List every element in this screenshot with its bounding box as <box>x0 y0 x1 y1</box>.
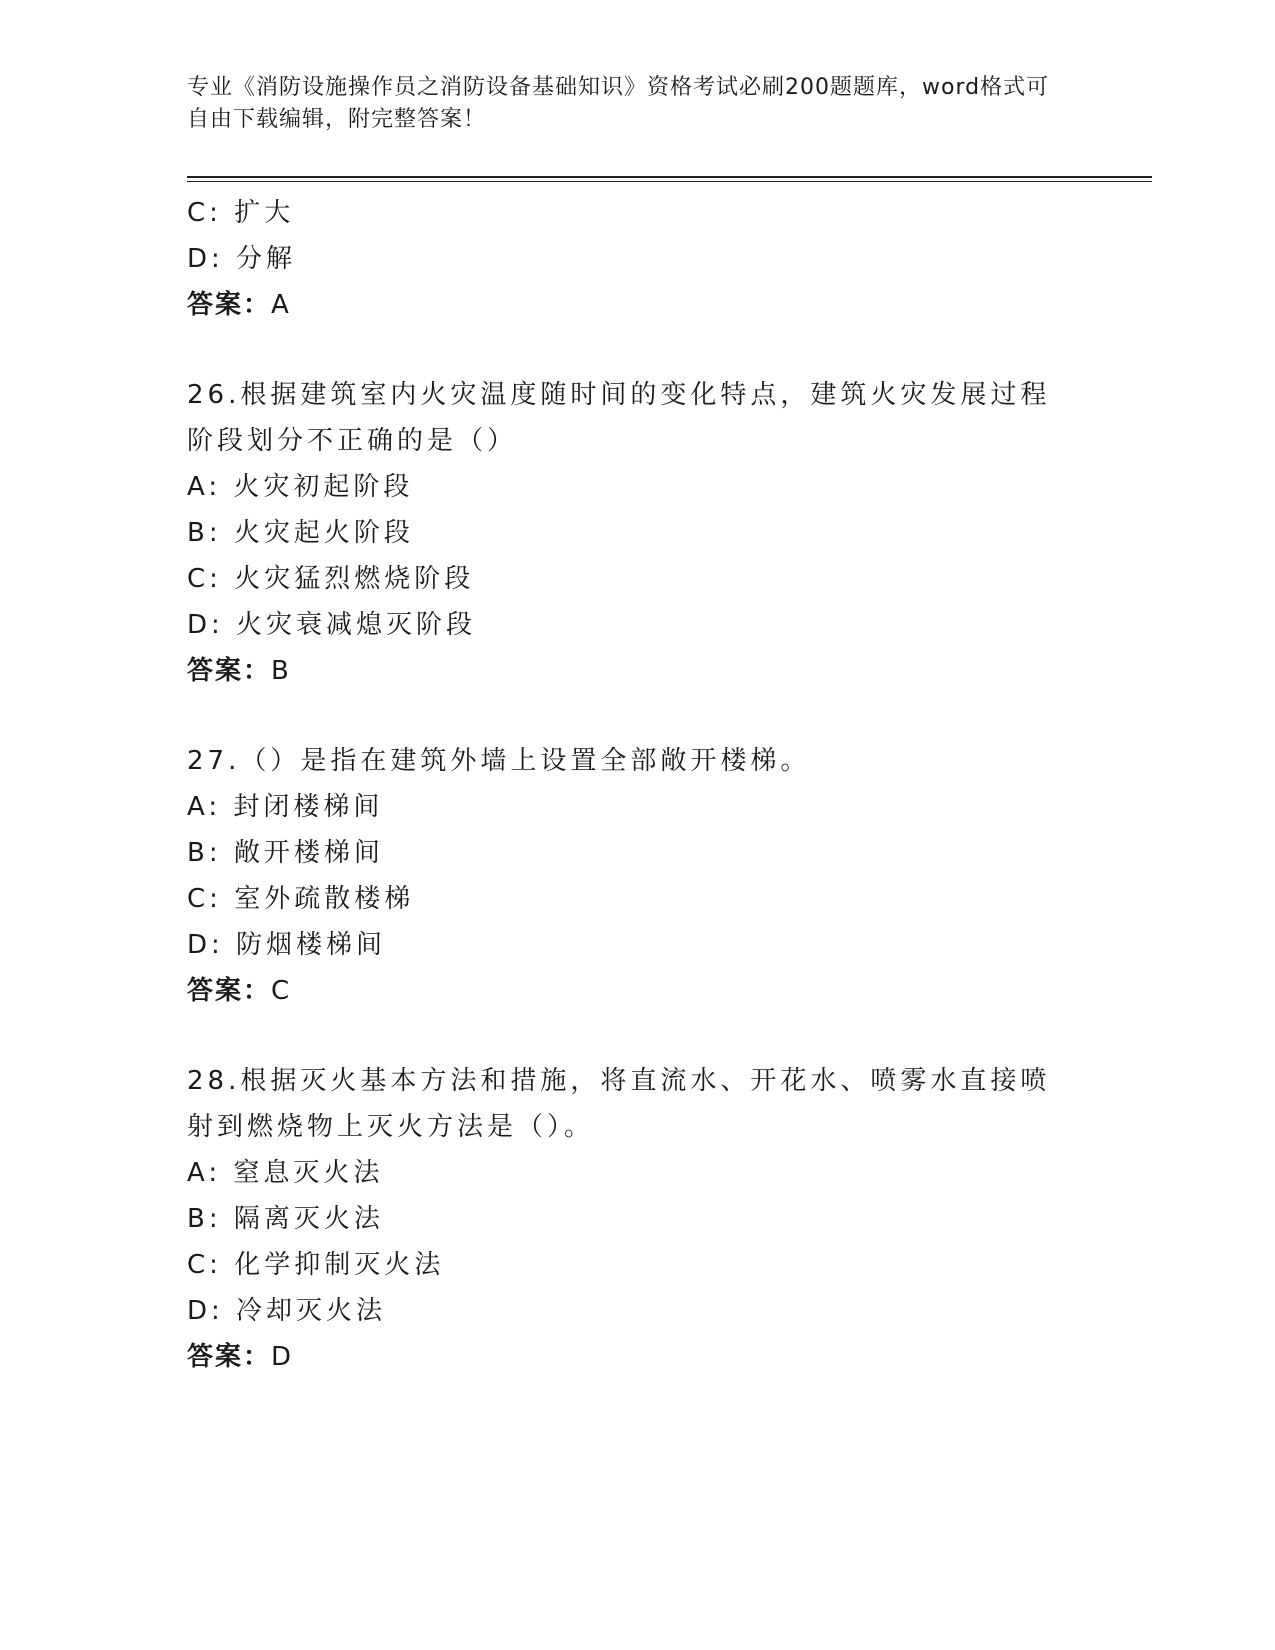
option-d <box>187 1288 1087 1334</box>
option-label: C: <box>187 564 222 594</box>
option-label: A: <box>187 1158 222 1188</box>
answer-label: 答案： <box>187 976 272 1006</box>
question-27 <box>187 738 1087 1014</box>
question-text: 28.根据灭火基本方法和措施，将直流水、开花水、喷雾水直接喷射到燃烧物上灭火方法是（）。 <box>187 1066 1051 1142</box>
question-continuation <box>187 190 1087 328</box>
option-text: 扩大 <box>234 198 295 228</box>
option-a <box>187 784 1087 830</box>
option-label: D: <box>187 244 224 274</box>
option-label: B: <box>187 838 222 868</box>
question-list <box>187 190 1087 1380</box>
answer-line <box>187 648 1087 694</box>
option-c <box>187 190 1087 236</box>
option-d <box>187 922 1087 968</box>
question-text: 27.（）是指在建筑外墙上设置全部敞开楼梯。 <box>187 746 811 776</box>
option-label: D: <box>187 930 224 960</box>
option-c <box>187 876 1087 922</box>
option-text: 防烟楼梯间 <box>236 930 387 960</box>
option-text: 火灾衰减熄灭阶段 <box>236 610 477 640</box>
option-d <box>187 602 1087 648</box>
question-26 <box>187 372 1087 694</box>
option-label: C: <box>187 884 222 914</box>
question-text: 26.根据建筑室内火灾温度随时间的变化特点，建筑火灾发展过程阶段划分不正确的是（） <box>187 380 1051 456</box>
option-label: B: <box>187 518 222 548</box>
answer-value: B <box>271 656 289 686</box>
page-header: 专业《消防设施操作员之消防设备基础知识》资格考试必刷200题题库，word格式可自由下载编辑，附完整答案！ <box>187 75 1050 132</box>
header-divider-thick <box>187 176 1152 178</box>
answer-label: 答案： <box>187 290 272 320</box>
header-divider-thin <box>187 181 1152 182</box>
answer-line <box>187 282 1087 328</box>
option-b <box>187 1196 1087 1242</box>
option-text: 室外疏散楼梯 <box>234 884 415 914</box>
answer-label: 答案： <box>187 656 272 686</box>
option-text: 封闭楼梯间 <box>233 792 384 822</box>
answer-value: D <box>271 1342 292 1372</box>
answer-line <box>187 1334 1087 1380</box>
answer-label: 答案： <box>187 1342 272 1372</box>
option-b <box>187 830 1087 876</box>
answer-value: A <box>271 290 289 320</box>
option-label: C: <box>187 198 222 228</box>
option-label: D: <box>187 610 224 640</box>
option-label: C: <box>187 1250 222 1280</box>
answer-line <box>187 968 1087 1014</box>
option-label: B: <box>187 1204 222 1234</box>
option-label: D: <box>187 1296 224 1326</box>
option-text: 化学抑制灭火法 <box>234 1250 445 1280</box>
option-b <box>187 510 1087 556</box>
option-text: 敞开楼梯间 <box>233 838 384 868</box>
option-d <box>187 236 1087 282</box>
answer-value: C <box>271 976 290 1006</box>
option-text: 火灾起火阶段 <box>233 518 414 548</box>
option-text: 火灾猛烈燃烧阶段 <box>234 564 475 594</box>
option-c <box>187 1242 1087 1288</box>
option-a <box>187 1150 1087 1196</box>
option-a <box>187 464 1087 510</box>
option-text: 分解 <box>236 244 297 274</box>
option-c <box>187 556 1087 602</box>
option-text: 冷却灭火法 <box>236 1296 387 1326</box>
option-text: 隔离灭火法 <box>233 1204 384 1234</box>
option-text: 窒息灭火法 <box>233 1158 384 1188</box>
option-label: A: <box>187 792 222 822</box>
option-text: 火灾初起阶段 <box>233 472 414 502</box>
option-label: A: <box>187 472 222 502</box>
question-28 <box>187 1058 1087 1380</box>
